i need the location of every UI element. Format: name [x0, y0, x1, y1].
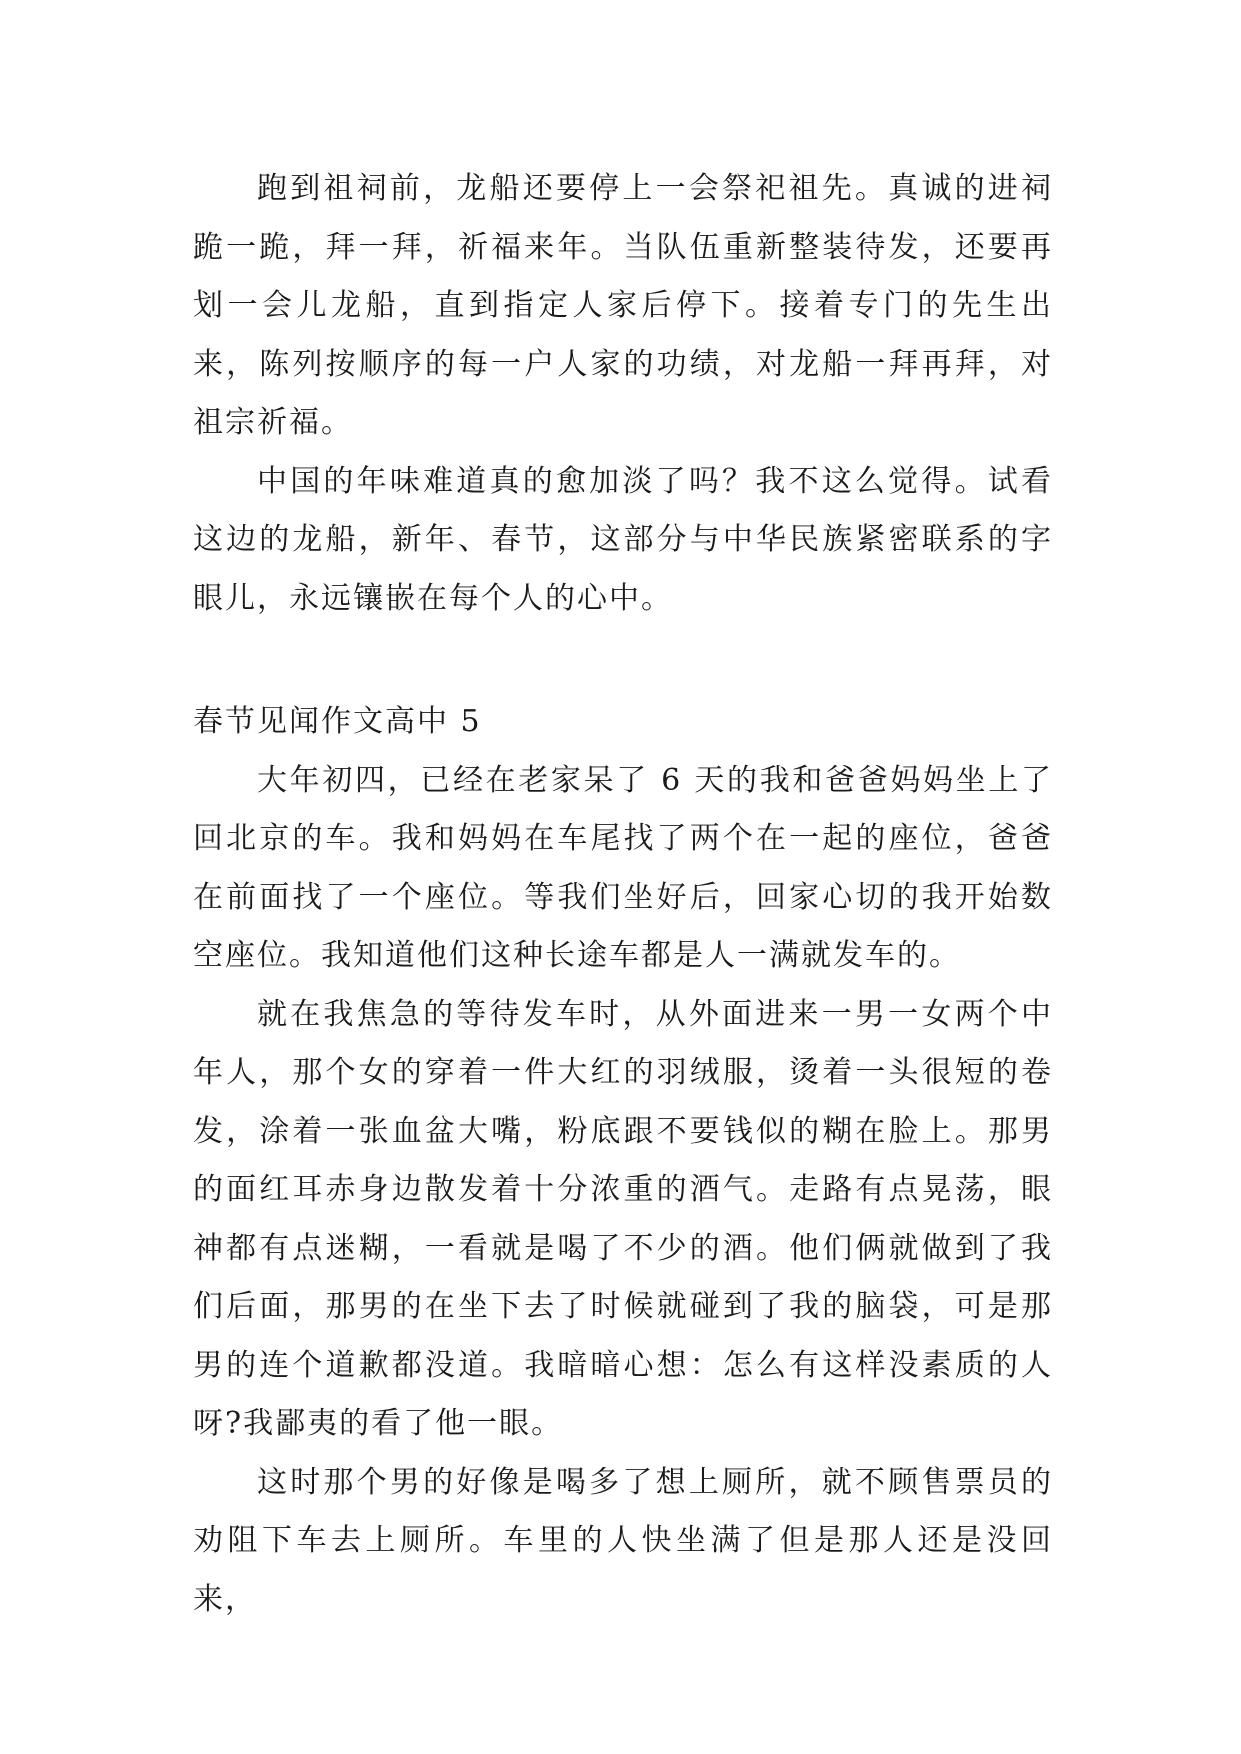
paragraph-restroom: 这时那个男的好像是喝多了想上厕所，就不顾售票员的劝阻下车去上厕所。车里的人快坐满了但是那人还是没回来，	[193, 1464, 1053, 1617]
paragraph-middle-aged-couple: 就在我焦急的等待发车时，从外面进来一男一女两个中年人，那个女的穿着一件大红的羽绒服，烫着一头很短的卷发，涂着一张血盆大嘴，粉底跟不要钱似的糊在脸上。那男的面红耳赤身边散发着十分浓重的酒气。走路有点晃荡，眼神都有点迷糊，一看就是喝了不少的酒。他们俩就做到了我们后面，那男的在坐下去了时候就碰到了我的脑袋，可是那男的连个道歉都没道。我暗暗心想：怎么有这样没素质的人呀?我鄙夷的看了他一眼。	[193, 996, 1053, 1441]
paragraph-bus-departure: 大年初四，已经在老家呆了 6 天的我和爸爸妈妈坐上了回北京的车。我和妈妈在车尾找了两个在一起的座位，爸爸在前面找了一个座位。等我们坐好后，回家心切的我开始数空座位。我知道他们这种长途车都是人一满就发车的。	[193, 762, 1053, 973]
paragraph-ancestral-hall: 跑到祖祠前，龙船还要停上一会祭祀祖先。真诚的进祠跪一跪，拜一拜，祈福来年。当队伍重新整装待发，还要再划一会儿龙船，直到指定人家后停下。接着专门的先生出来，陈列按顺序的每一户人家的功绩，对龙船一拜再拜，对祖宗祈福。	[193, 171, 1053, 440]
paragraph-new-year-flavor: 中国的年味难道真的愈加淡了吗？我不这么觉得。试看这边的龙船，新年、春节，这部分与中华民族紧密联系的字眼儿，永远镶嵌在每个人的心中。	[193, 463, 1053, 616]
document-body	[193, 160, 1053, 1629]
section-heading: 春节见闻作文高中 5	[193, 704, 482, 739]
